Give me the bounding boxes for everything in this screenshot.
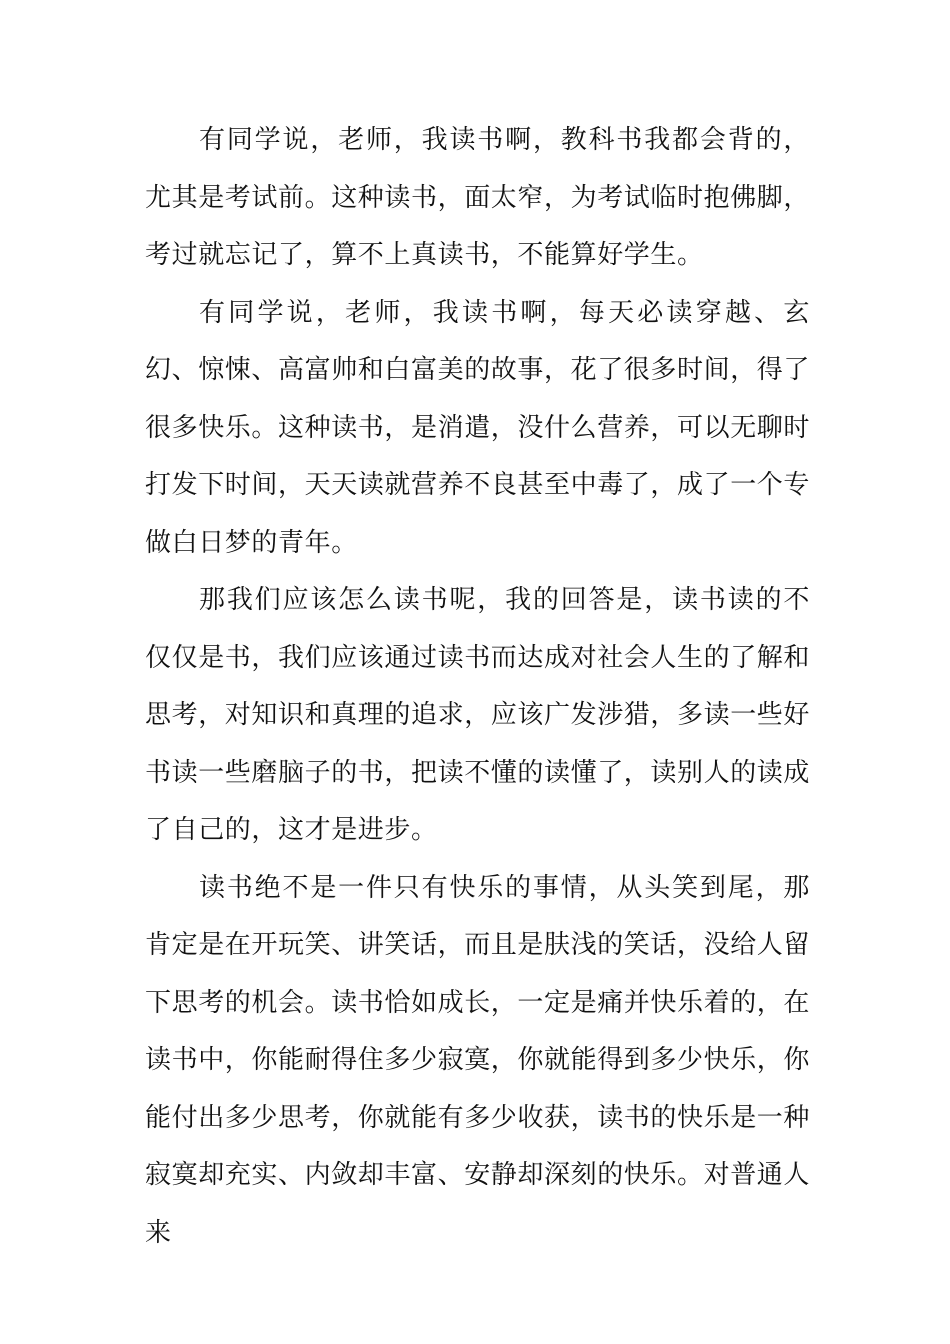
paragraph-1: 有同学说，老师，我读书啊，教科书我都会背的，尤其是考试前。这种读书，面太窄，为考试临时抱佛脚，考过就忘记了，算不上真读书，不能算好学生。 <box>145 125 811 270</box>
document-body <box>145 112 810 1262</box>
paragraph-3: 那我们应该怎么读书呢，我的回答是，读书读的不仅仅是书，我们应该通过读书而达成对社会人生的了解和思考，对知识和真理的追求，应该广发涉猎，多读一些好书读一些磨脑子的书，把读不懂的读懂了，读别人的读成了自己的，这才是进步。 <box>145 585 811 845</box>
paragraph-2: 有同学说，老师，我读书啊，每天必读穿越、玄幻、惊悚、高富帅和白富美的故事，花了很多时间，得了很多快乐。这种读书，是消遣，没什么营养，可以无聊时打发下时间，天天读就营养不良甚至中毒了，成了一个专做白日梦的青年。 <box>145 297 811 558</box>
paragraph-4: 读书绝不是一件只有快乐的事情，从头笑到尾，那肯定是在开玩笑、讲笑话，而且是肤浅的笑话，没给人留下思考的机会。读书恰如成长，一定是痛并快乐着的，在读书中，你能耐得住多少寂寞，你就能得到多少快乐，你能付出多少思考，你就能有多少收获，读书的快乐是一种寂寞却充实、内敛却丰富、安静却深刻的快乐。对普通人来 <box>145 872 811 1248</box>
